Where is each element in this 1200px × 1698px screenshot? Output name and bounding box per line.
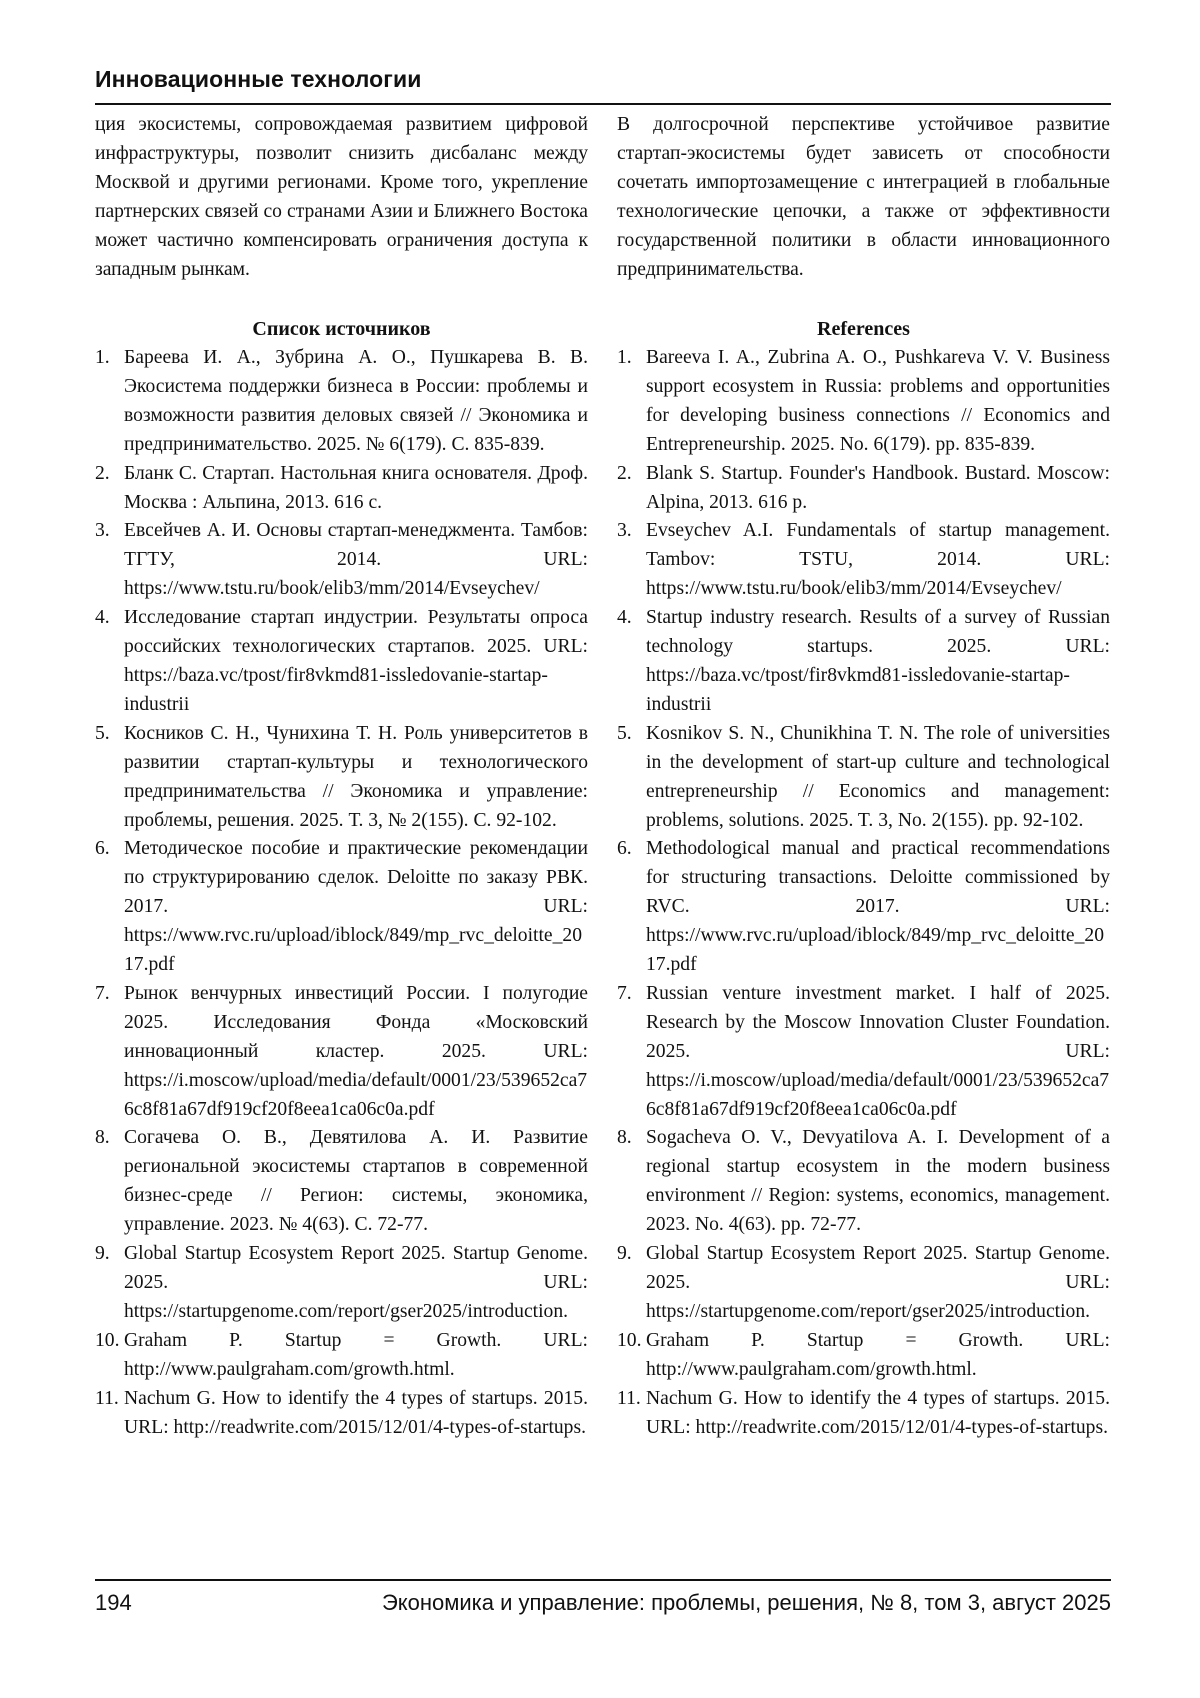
- reference-item: [617, 344, 1110, 460]
- reference-text: Бареева И. А., Зубрина А. О., Пушкарева В. В. Экосистема поддержки бизнеса в России: проблемы и возможности развития деловых связей // Экономика и предпринимательство. 2025. № 6(179). С. 835-839.: [124, 347, 588, 455]
- intro-right-paragraph: В долгосрочной перспективе устойчивое развитие стартап-экосистемы будет зависеть от способности сочетать импортозамещение с интеграцией в глобальные технологические цепочки, а также от эффективности государственной политики в области инновационного предпринимательства.: [617, 114, 1110, 280]
- reference-item: [95, 344, 588, 460]
- reference-item: [95, 1124, 588, 1240]
- reference-number: 3.: [617, 520, 632, 542]
- reference-number: 9.: [95, 1243, 110, 1265]
- reference-number: 6.: [617, 838, 632, 860]
- reference-text: Nachum G. How to identify the 4 types of startups. 2015. URL: http://readwrite.com/2015/12/01/4-types-of-startups.: [646, 1387, 1110, 1438]
- reference-item: [617, 460, 1110, 518]
- reference-number: 1.: [95, 347, 110, 368]
- reference-text: Косников С. Н., Чунихина Т. Н. Роль университетов в развитии стартап-культуры и технологического предпринимательства // Экономика и управление: проблемы, решения. 2025. Т. 3, № 2(155). С. 92-102.: [124, 722, 588, 831]
- reference-number: 8.: [95, 1127, 110, 1149]
- page-footer: [95, 1590, 1111, 1616]
- reference-number: 10.: [617, 1329, 642, 1351]
- reference-number: 9.: [617, 1243, 632, 1265]
- sources-ru-section: [95, 315, 588, 1442]
- reference-item: [617, 1240, 1110, 1327]
- reference-item: [95, 1385, 588, 1443]
- reference-item: [95, 1327, 588, 1385]
- reference-number: 6.: [95, 838, 110, 860]
- reference-number: 10.: [95, 1329, 120, 1351]
- reference-item: [617, 720, 1110, 836]
- reference-text: Blank S. Startup. Founder's Handbook. Bustard. Moscow: Alpina, 2013. 616 p.: [646, 462, 1110, 513]
- reference-text: Nachum G. How to identify the 4 types of startups. 2015. URL: http://readwrite.com/2015/12/01/4-types-of-startups.: [124, 1387, 588, 1438]
- reference-number: 2.: [617, 462, 632, 484]
- reference-item: [95, 835, 588, 980]
- reference-text: Startup industry research. Results of a survey of Russian technology startups. 2025. URL: https://baza.vc/tpost/fir8vkmd81-issledovanie-startap-industrii: [646, 607, 1110, 715]
- intro-left-column: [95, 111, 588, 284]
- reference-text: Sogacheva O. V., Devyatilova A. I. Development of a regional startup ecosystem in the modern business environment // Region: systems, economics, management. 2023. No. 4(63). pp. 72-77.: [646, 1127, 1110, 1236]
- reference-item: [95, 517, 588, 604]
- reference-text: Evseychev A.I. Fundamentals of startup management. Tambov: TSTU, 2014. URL: https://www.tstu.ru/book/elib3/mm/2014/Evseychev/: [646, 520, 1110, 600]
- reference-text: Kosnikov S. N., Chunikhina T. N. The role of universities in the development of start-up culture and technological entrepreneurship // Economics and management: problems, solutions. 2025. T. 3, No. 2(155). pp. 92-102.: [646, 722, 1110, 831]
- reference-item: [95, 460, 588, 518]
- reference-item: [95, 720, 588, 836]
- reference-text: Graham P. Startup = Growth. URL: http://www.paulgraham.com/growth.html.: [646, 1329, 1110, 1380]
- reference-item: [617, 1385, 1110, 1443]
- reference-text: Методическое пособие и практические рекомендации по структурированию сделок. Deloitte по заказу РВК. 2017. URL: https://www.rvc.ru/upload/iblock/849/mp_rvc_deloitte_2017.pdf: [124, 838, 588, 976]
- reference-text: Russian venture investment market. I half of 2025. Research by the Moscow Innovation Cluster Foundation. 2025. URL: https://i.moscow/upload/media/default/0001/23/539652ca76c8f81a67df919cf20f8eea1ca06c0a.pdf: [646, 982, 1110, 1120]
- reference-number: 1.: [617, 347, 632, 368]
- reference-item: [95, 980, 588, 1125]
- reference-number: 4.: [617, 607, 632, 629]
- reference-number: 5.: [617, 722, 632, 744]
- reference-text: Евсейчев А. И. Основы стартап-менеджмента. Тамбов: ТГТУ, 2014. URL: https://www.tstu.ru/book/elib3/mm/2014/Evseychev/: [124, 520, 588, 600]
- sources-ru-heading: Список источников: [252, 318, 431, 340]
- reference-item: [617, 517, 1110, 604]
- sources-ru-list: [95, 344, 588, 1442]
- intro-left-paragraph: ция экосистемы, сопровождаемая развитием цифровой инфраструктуры, позволит снизить дисбаланс между Москвой и другими регионами. Кроме того, укрепление партнерских связей со странами Азии и Ближнего Востока может частично компенсировать ограничения доступа к западным рынкам.: [95, 114, 588, 280]
- reference-number: 8.: [617, 1127, 632, 1149]
- references-en-heading: References: [817, 318, 910, 340]
- reference-number: 7.: [617, 982, 632, 1004]
- reference-number: 11.: [95, 1387, 119, 1409]
- reference-text: Methodological manual and practical recommendations for structuring transactions. Deloitte commissioned by RVC. 2017. URL: https://www.rvc.ru/upload/iblock/849/mp_rvc_deloitte_2017.pdf: [646, 838, 1110, 976]
- reference-number: 3.: [95, 520, 110, 542]
- reference-text: Global Startup Ecosystem Report 2025. Startup Genome. 2025. URL: https://startupgenome.com/report/gser2025/introduction.: [124, 1243, 588, 1322]
- reference-text: Бланк С. Стартап. Настольная книга основателя. Дроф. Москва : Альпина, 2013. 616 с.: [124, 462, 588, 513]
- reference-text: Graham P. Startup = Growth. URL: http://www.paulgraham.com/growth.html.: [124, 1329, 588, 1380]
- intro-right-column: [617, 111, 1110, 284]
- reference-number: 4.: [95, 607, 110, 629]
- reference-item: [617, 1327, 1110, 1385]
- page-number: 194: [95, 1590, 132, 1615]
- reference-text: Исследование стартап индустрии. Результаты опроса российских технологических стартапов. 2025. URL: https://baza.vc/tpost/fir8vkmd81-issledovanie-startap-industrii: [124, 607, 588, 715]
- reference-number: 5.: [95, 722, 110, 744]
- reference-text: Рынок венчурных инвестиций России. I полугодие 2025. Исследования Фонда «Московский инновационный кластер. 2025. URL: https://i.moscow/upload/media/default/0001/23/539652ca76c8f81a67df919cf20f8eea1ca06c0a.pdf: [124, 982, 588, 1120]
- references-en-list: [617, 344, 1110, 1442]
- running-header-title: Инновационные технологии: [95, 66, 422, 92]
- reference-item: [95, 604, 588, 720]
- reference-number: 11.: [617, 1387, 641, 1409]
- reference-text: Bareeva I. A., Zubrina A. O., Pushkareva V. V. Business support ecosystem in Russia: problems and opportunities for developing business connections // Economics and Entrepreneurship. 2025. No. 6(179). pp. 835-839.: [646, 347, 1110, 455]
- references-en-section: [617, 315, 1110, 1442]
- reference-number: 7.: [95, 982, 110, 1004]
- reference-item: [617, 980, 1110, 1125]
- reference-item: [617, 835, 1110, 980]
- journal-citation: Экономика и управление: проблемы, решения, № 8, том 3, август 2025: [381, 1590, 1111, 1615]
- reference-item: [617, 1124, 1110, 1240]
- reference-text: Global Startup Ecosystem Report 2025. Startup Genome. 2025. URL: https://startupgenome.com/report/gser2025/introduction.: [646, 1243, 1110, 1322]
- reference-number: 2.: [95, 462, 110, 484]
- reference-item: [95, 1240, 588, 1327]
- reference-item: [617, 604, 1110, 720]
- reference-text: Согачева О. В., Девятилова А. И. Развитие региональной экосистемы стартапов в современной бизнес-среде // Регион: системы, экономика, управление. 2023. № 4(63). С. 72-77.: [124, 1127, 588, 1236]
- footer-rule: [95, 1579, 1111, 1581]
- header-rule: [95, 103, 1111, 105]
